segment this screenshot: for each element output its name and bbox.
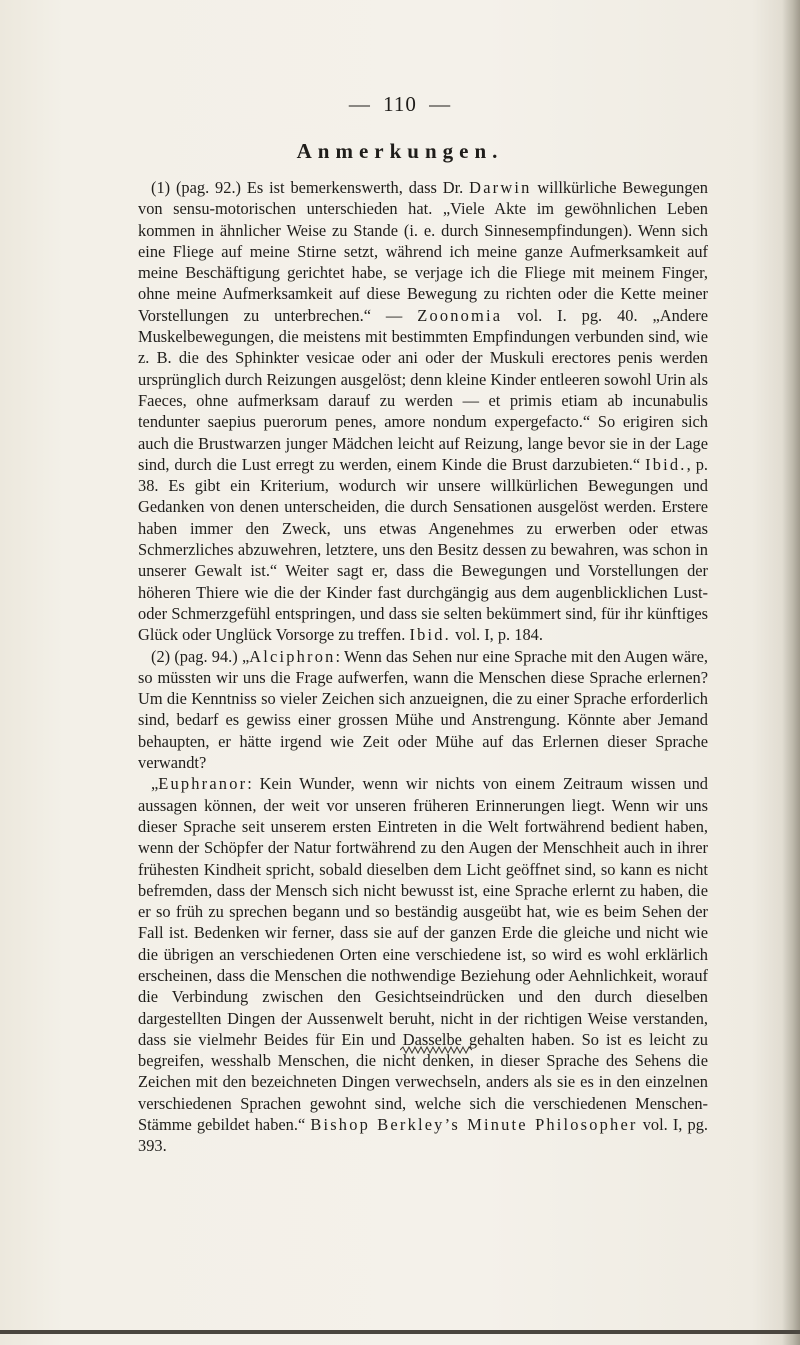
page-number: — 110 — xyxy=(348,92,452,116)
author-darwin: Darwin xyxy=(469,178,532,197)
notes-body xyxy=(138,177,708,1157)
work-zoonomia: Zoonomia xyxy=(417,305,503,325)
citation-ibid-2: Ibid. xyxy=(409,625,451,645)
ornamental-divider xyxy=(400,1046,472,1054)
note-3-text-b: : Kein Wunder, wenn wir nichts von einem Zeitraum wissen und aussagen können, der weit vor unseren früheren Erinnerungen liegt. Wenn wir uns dieser Sprache seit unserem ersten Eintreten in die Welt fortwährend bedient haben, wenn der Schöpfer der Natur fortwährend zu den Augen der Menschheit auch in ihrer frühesten Kindheit spricht, sobald dieselben dem Licht geöffnet sind, so kann es nicht befremden, dass der Mensch sich nicht bewusst ist, eine Sprache erlernt zu haben, die er so früh zu sprechen begann und so beständig ausgeübt hat, wie es beim Sehen der Fall ist. Bedenken wir ferner, dass sie auf der ganzen Erde die gleiche und nicht wie die übrigen an verschiedenen Orten eine verschiedene ist, so wird es wohl erklärlich erscheinen, dass die Menschen die nothwendige Beziehung oder Aehnlichkeit, worauf die Verbindung zwischen den Gesichtseindrücken und den durch dieselben dargestellten Dingen der Aussenwelt beruht, nicht in der richtigen Weise verstanden, dass sie vielmehr Beides für Ein und Dasselbe gehalten haben. So ist es leicht zu begreifen, wesshalb Menschen, die nicht denken, in dieser Sprache des Sehens die Zeichen mit den bezeichneten Dingen verwechseln, anders als sie es in den einzelnen verschiedenen Sprachen gewohnt sind, welche sich die verschiedenen Menschen-Stämme gebildet haben.“ xyxy=(138,774,708,1135)
speaker-alciphron: Alciphron xyxy=(249,646,336,666)
source-title: Bishop Berkley’s Minute Philosopher xyxy=(310,1115,638,1135)
note-1-text-e: vol. I, p. 184. xyxy=(450,625,543,645)
page-bottom-edge xyxy=(0,1330,800,1334)
speaker-euphranor: Euphranor xyxy=(158,774,248,794)
note-1 xyxy=(138,177,708,646)
page-edge-shadow xyxy=(782,0,800,1345)
note-2 xyxy=(138,646,708,774)
citation-ibid-1: Ibid. xyxy=(645,454,687,474)
note-2-text-a: (2) (pag. 94.) „ xyxy=(151,646,250,666)
note-1-text-c: vol. I. pg. 40. „Andere Muskelbewegungen, die meistens mit bestimmten Empfindungen verbunden sind, wie z. B. die des Sphinkter vesicae oder ani oder der Muskuli erectores penis werden ursprünglich durch Reizungen ausgelöst; denn kleine Kinder entleeren sowohl Urin als Faeces, ohne aufmerksam darauf zu werden — et primis etiam ab incunabulis tendunter saepius puerorum penes, amore nondum expergefacto.“ So erigiren sich auch die Brustwarzen junger Mädchen leicht auf Reizung, lange bevor sie in der Lage sind, durch die Lust erregt zu werden, einem Kinde die Brust darzubieten.“ xyxy=(138,305,708,474)
note-2-continued xyxy=(138,773,708,1156)
section-heading: Anmerkungen. xyxy=(296,139,504,163)
note-3-text-a: „ xyxy=(151,774,159,794)
note-2-text-b: : Wenn das Sehen nur eine Sprache mit den Augen wäre, so müssten wir uns die Frage aufwerfen, wann die Menschen diese Sprache erlernen? Um die Kenntniss so vieler Zeichen sich anzueignen, die zu einer Sprache erforderlich sind, bedarf es gewiss einer grossen Mühe und Anstrengung. Könnte aber Jemand behaupten, er hätte irgend wie Zeit oder Mühe auf das Erlernen dieser Sprache verwandt? xyxy=(138,646,708,773)
note-1-text-a: (1) (pag. 92.) Es ist bemerkenswerth, dass Dr. xyxy=(151,178,470,197)
note-1-text-b: willkürliche Bewegungen von sensu-motorischen unterschieden hat. „Viele Akte im gewöhnlichen Leben kommen in ähnlicher Weise zu Stande (i. e. durch Sinnesempfindungen). Wenn sich eine Fliege auf meine Stirne setzt, während ich meine ganze Aufmerksamkeit auf meine Beschäftigung gerichtet habe, se verjage ich die Fliege mit meinem Finger, ohne meine Aufmerksamkeit auf diese Bewegung zu richten oder die Kette meiner Vorstellungen zu unterbrechen.“ — xyxy=(138,178,709,325)
note-1-text-d: , p. 38. Es gibt ein Kriterium, wodurch wir unsere willkürlichen Bewegungen und Gedanken von denen unterscheiden, die durch Sensationen ausgelöst werden. Erstere haben immer den Zweck, uns etwas Angenehmes zu erwerben oder etwas Schmerzliches abzuwehren, letztere, uns den Besitz dessen zu bewahren, was schon in unserer Gewalt ist.“ Weiter sagt er, dass die Bewegungen und Vorstellungen der höheren Thiere wie die der Kinder fast durchgängig aus dem augenblicklichen Lust- oder Schmerzgefühl entspringen, und dass sie selten bekümmert sind, für ihr künftiges Glück oder Unglück Vorsorge zu treffen. xyxy=(138,454,708,645)
note-3-text-c: vol. I, pg. 393. xyxy=(138,1115,708,1156)
